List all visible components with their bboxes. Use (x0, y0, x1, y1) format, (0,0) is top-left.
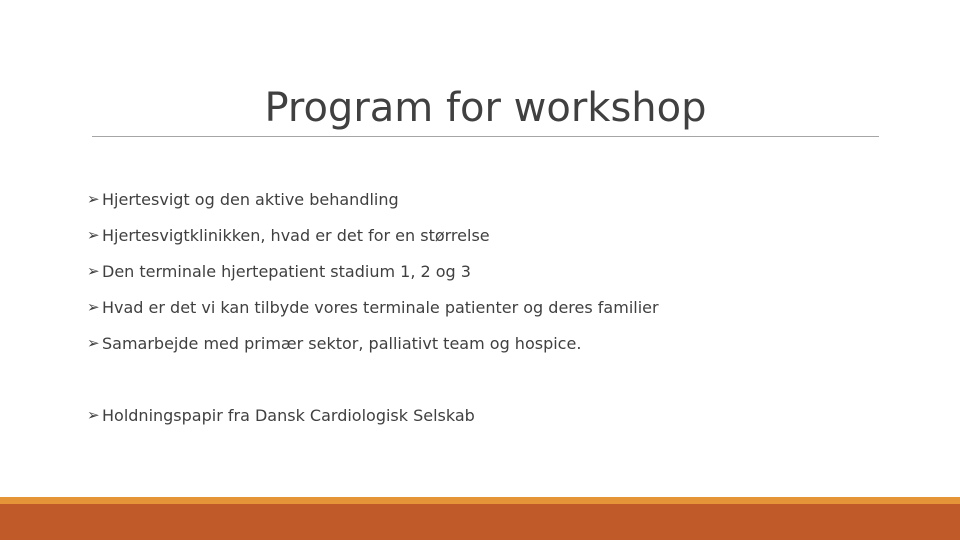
slide-title: Program for workshop (264, 85, 707, 131)
arrowhead-bullet-icon: ➢ (87, 189, 100, 208)
arrowhead-bullet-icon: ➢ (87, 261, 100, 280)
list-item (87, 253, 659, 289)
footer-bar (0, 504, 960, 540)
arrowhead-bullet-icon: ➢ (87, 333, 100, 352)
footer-accent-stripe (0, 497, 960, 504)
list-item-text: Hvad er det vi kan tilbyde vores terminale patienter og deres familier (102, 297, 659, 317)
arrowhead-bullet-icon: ➢ (87, 225, 100, 244)
arrowhead-bullet-icon: ➢ (87, 297, 100, 316)
list-item (87, 181, 659, 217)
list-item-text: Hjertesvigt og den aktive behandling (102, 189, 399, 209)
bullet-list (87, 181, 659, 433)
list-item-text: Hjertesvigtklinikken, hvad er det for en størrelse (102, 225, 490, 245)
title-underline (92, 136, 879, 137)
list-item-text: Samarbejde med primær sektor, palliativt team og hospice. (102, 333, 582, 353)
list-item (87, 217, 659, 253)
list-item (87, 289, 659, 325)
list-item (87, 397, 659, 433)
arrowhead-bullet-icon: ➢ (87, 405, 100, 424)
list-item-text: Den terminale hjertepatient stadium 1, 2 og 3 (102, 261, 471, 281)
list-item (87, 325, 659, 361)
list-item-text: Holdningspapir fra Dansk Cardiologisk Selskab (102, 405, 475, 425)
